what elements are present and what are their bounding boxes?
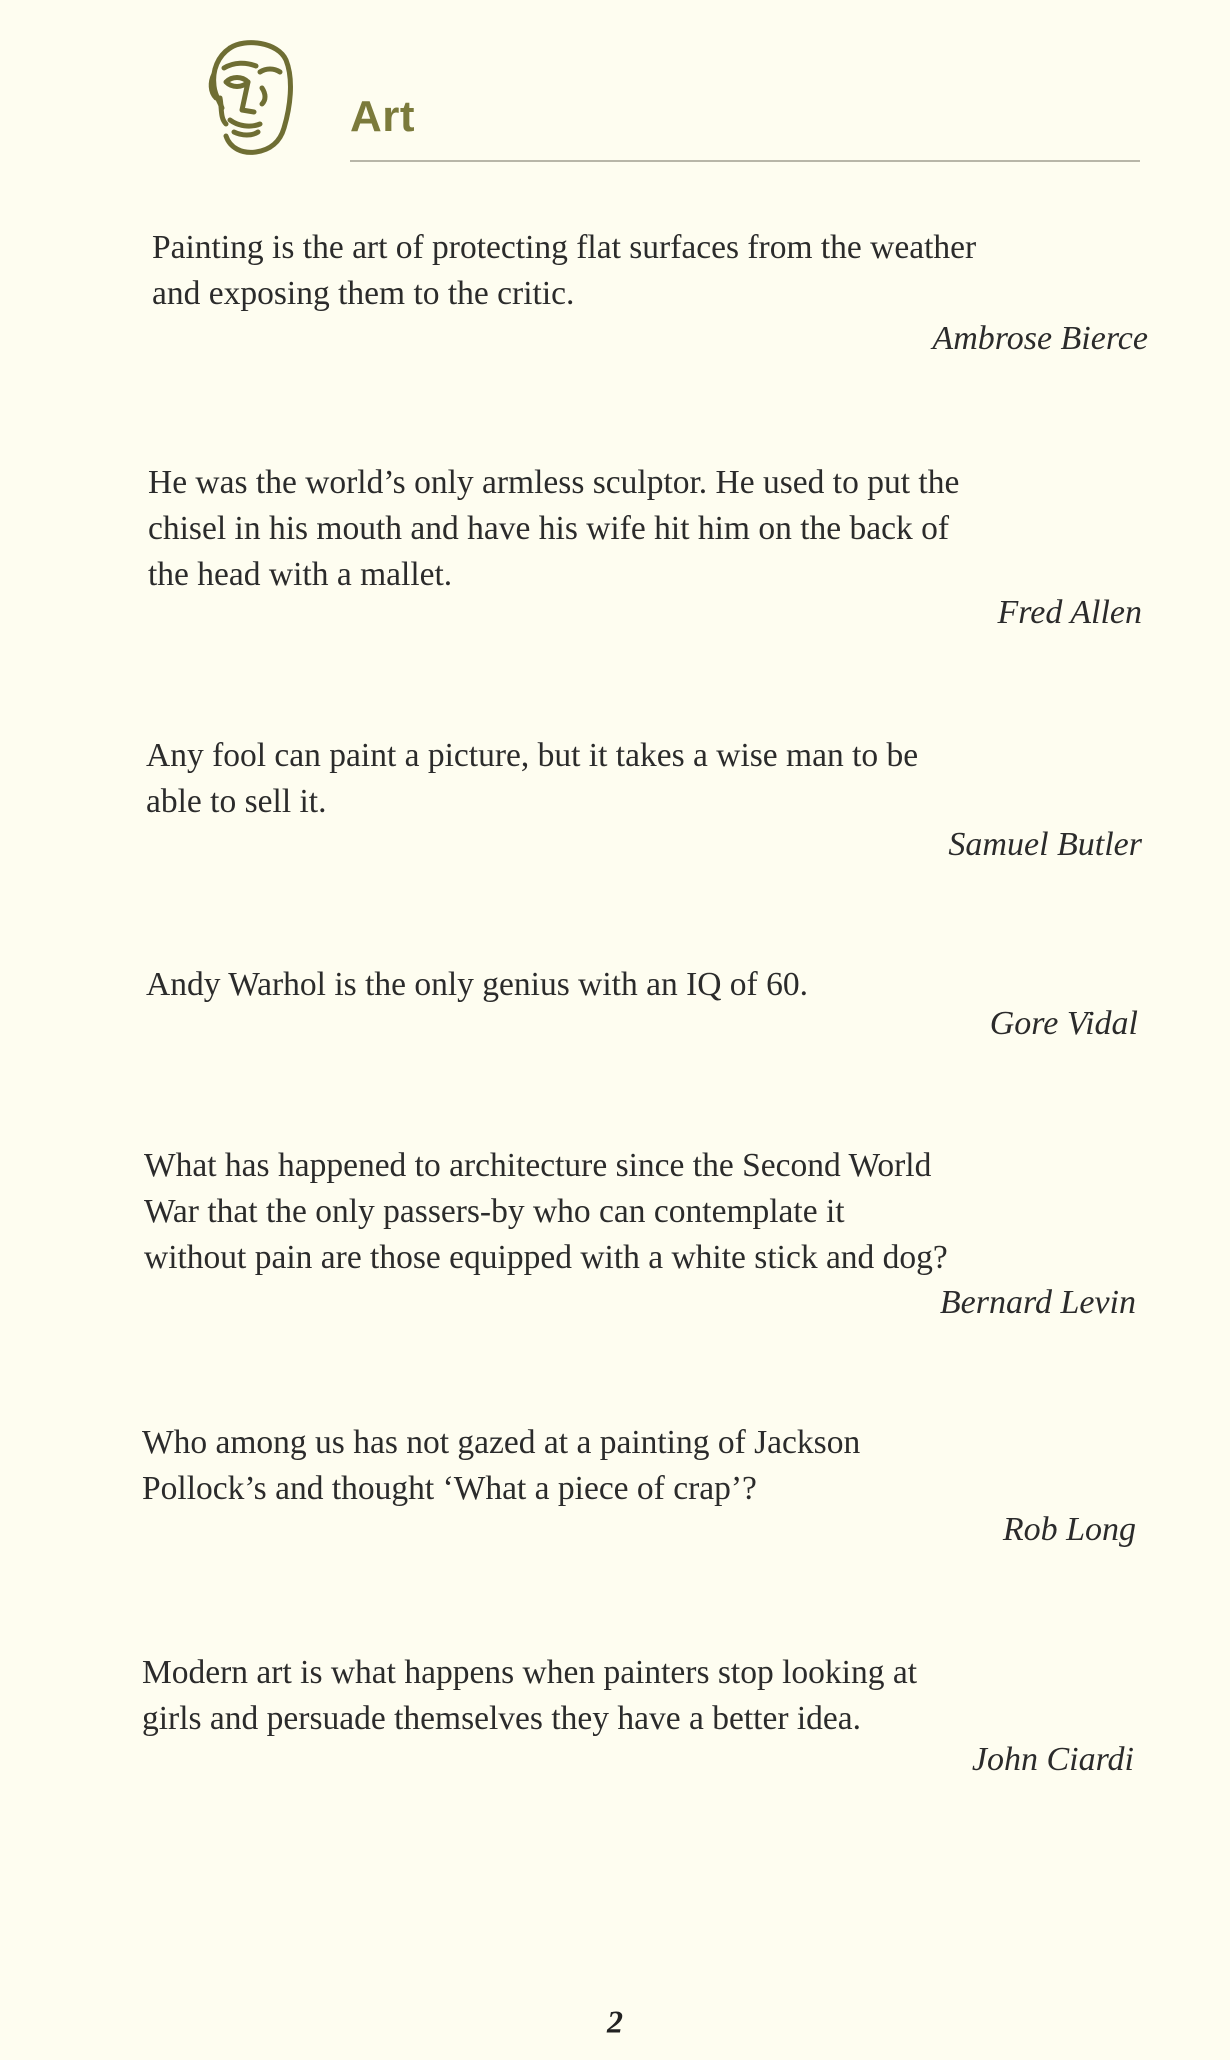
section-header	[200, 38, 1140, 168]
quote-text: Any fool can paint a picture, but it takes a wise man to be able to sell it.	[146, 737, 919, 820]
quote-author: Gore Vidal	[989, 1005, 1138, 1042]
quote-text: Modern art is what happens when painters stop looking at girls and persuade themselves they have a better idea.	[142, 1654, 917, 1737]
quote-text: Andy Warhol is the only genius with an IQ of 60.	[146, 966, 808, 1003]
quote-text: He was the world’s only armless sculptor. He used to put the chisel in his mouth and have his wife hit him on the back of the head with a mallet.	[148, 464, 960, 593]
section-title: Art	[350, 92, 416, 141]
face-sketch-icon	[200, 38, 296, 158]
quote-text: Painting is the art of protecting flat surfaces from the weather and exposing them to the critic.	[152, 229, 977, 312]
quote-text: What has happened to architecture since the Second World War that the only passers-by who can contemplate it without pain are those equipped with a white stick and dog?	[144, 1147, 948, 1276]
quote-author: Ambrose Bierce	[932, 320, 1148, 357]
title-divider	[350, 160, 1140, 162]
quote-author: Bernard Levin	[939, 1284, 1136, 1321]
quote-author: John Ciardi	[971, 1741, 1134, 1778]
quote-author: Fred Allen	[997, 594, 1142, 631]
quote-author: Samuel Butler	[948, 826, 1142, 863]
page-number: 2	[607, 2003, 623, 2040]
quote-text: Who among us has not gazed at a painting of Jackson Pollock’s and thought ‘What a piece of crap’?	[142, 1424, 861, 1507]
quote-author: Rob Long	[1002, 1511, 1136, 1548]
